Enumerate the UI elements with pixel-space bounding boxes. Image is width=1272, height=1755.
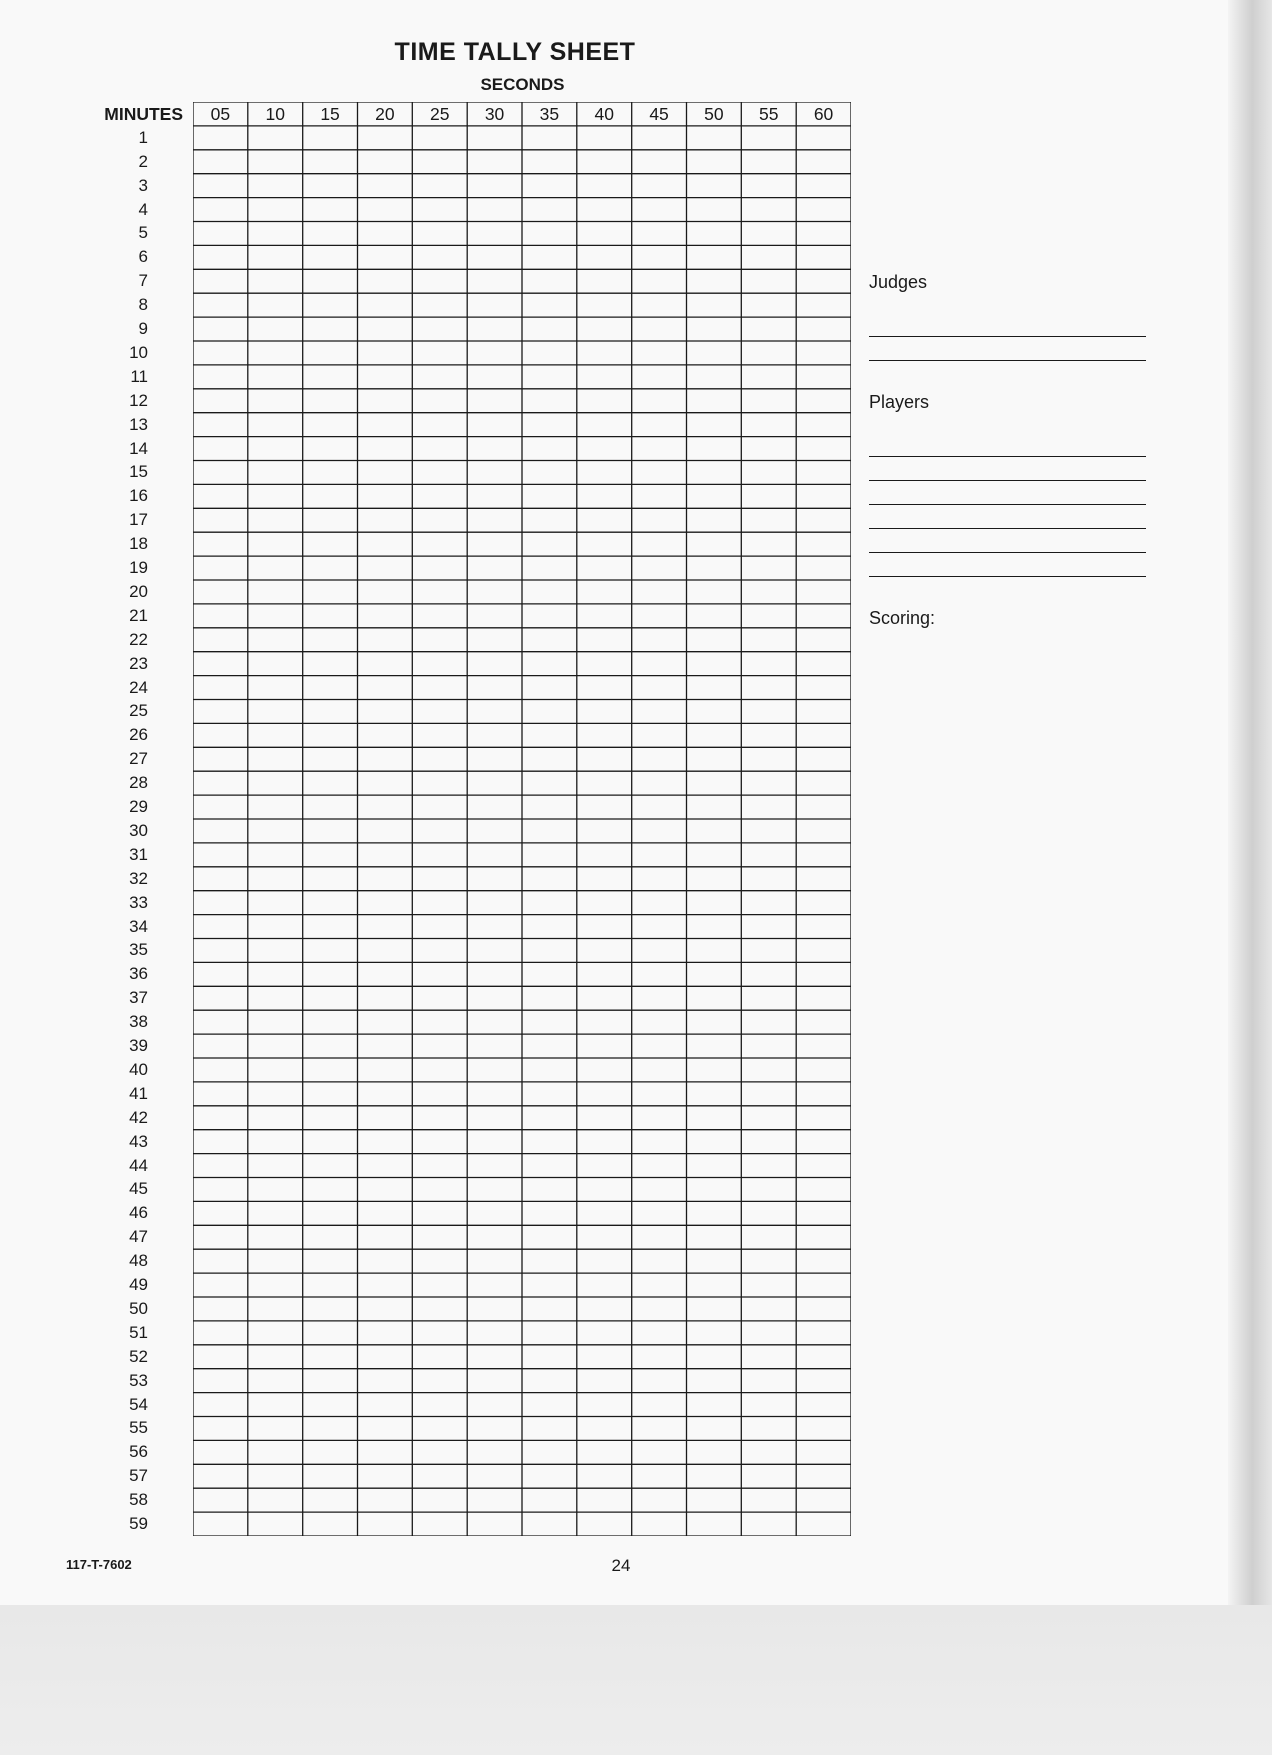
seconds-label: 30	[484, 104, 505, 124]
minute-label: 51	[129, 1322, 148, 1342]
players-line-2[interactable]	[869, 480, 1146, 481]
seconds-label: 50	[704, 104, 724, 124]
page-title: TIME TALLY SHEET	[394, 38, 636, 66]
minute-label: 9	[138, 319, 148, 339]
minute-label: 43	[129, 1131, 148, 1151]
binding-spine-shadow	[1228, 0, 1272, 1755]
minute-label: 8	[138, 295, 148, 315]
minute-label: 29	[129, 797, 148, 817]
minute-label: 16	[129, 486, 148, 506]
minute-label: 35	[129, 940, 148, 960]
minutes-heading: MINUTES	[104, 104, 183, 124]
minute-label: 45	[129, 1179, 148, 1199]
seconds-label: 55	[759, 104, 779, 124]
minute-label: 58	[129, 1490, 148, 1510]
minute-label: 21	[129, 605, 148, 625]
players-line-6[interactable]	[869, 576, 1146, 577]
minute-label: 3	[138, 175, 148, 195]
minute-label: 59	[129, 1514, 148, 1534]
minute-label: 17	[129, 510, 148, 530]
seconds-label: 20	[375, 104, 395, 124]
scanner-bed-margin	[0, 1605, 1272, 1755]
minute-label: 22	[129, 629, 148, 649]
minute-label: 49	[129, 1275, 148, 1295]
seconds-heading: SECONDS	[480, 75, 565, 94]
minute-label: 44	[129, 1155, 148, 1175]
minute-label: 14	[129, 438, 148, 458]
minute-label: 34	[129, 916, 148, 936]
minute-label: 1	[138, 127, 148, 147]
minute-label: 38	[129, 1012, 148, 1032]
minute-label: 11	[130, 366, 148, 386]
players-line-3[interactable]	[869, 504, 1146, 505]
minute-label: 13	[129, 414, 148, 434]
minute-label: 56	[129, 1442, 148, 1462]
minute-label: 27	[129, 749, 148, 769]
players-line-5[interactable]	[869, 552, 1146, 553]
seconds-label: 05	[210, 104, 231, 124]
judges-label: Judges	[869, 272, 928, 292]
seconds-label: 15	[320, 104, 340, 124]
players-label: Players	[869, 392, 930, 412]
minute-label: 23	[129, 653, 148, 673]
minute-label: 31	[129, 844, 148, 864]
seconds-label: 10	[265, 104, 285, 124]
minute-label: 25	[129, 701, 148, 721]
minute-label: 36	[129, 964, 148, 984]
minute-label: 24	[129, 677, 148, 697]
minute-label: 47	[129, 1227, 148, 1247]
tally-grid	[193, 102, 851, 1536]
minute-label: 6	[138, 247, 148, 267]
minute-label: 28	[129, 773, 148, 793]
minute-label: 32	[129, 868, 148, 888]
minute-label: 4	[138, 199, 148, 219]
minute-label: 50	[129, 1298, 148, 1318]
minute-label: 46	[129, 1203, 148, 1223]
seconds-label: 40	[594, 104, 614, 124]
minute-label: 15	[129, 462, 148, 482]
seconds-label: 60	[813, 104, 834, 124]
minute-label: 48	[129, 1251, 148, 1271]
minute-label: 2	[138, 151, 148, 171]
seconds-label: 45	[649, 104, 669, 124]
minute-label: 7	[138, 271, 148, 291]
minute-label: 18	[129, 534, 148, 554]
minute-label: 39	[129, 1036, 148, 1056]
minute-label: 52	[129, 1346, 148, 1366]
judges-line-2[interactable]	[869, 360, 1146, 361]
seconds-label: 35	[539, 104, 560, 124]
form-code: 117-T-7602	[66, 1557, 132, 1572]
players-line-1[interactable]	[869, 456, 1146, 457]
minute-label: 20	[129, 581, 148, 601]
judges-line-1[interactable]	[869, 336, 1146, 337]
minute-label: 12	[129, 390, 148, 410]
page-number: 24	[611, 1556, 631, 1575]
minute-label: 55	[129, 1418, 148, 1438]
minute-label: 40	[129, 1059, 148, 1079]
minute-label: 57	[129, 1466, 148, 1486]
minute-label: 30	[129, 820, 148, 840]
minute-label: 41	[129, 1083, 148, 1103]
minute-label: 53	[129, 1370, 148, 1390]
minute-label: 54	[129, 1394, 148, 1414]
minute-label: 5	[138, 223, 148, 243]
minute-label: 42	[129, 1107, 148, 1127]
minute-label: 37	[129, 988, 148, 1008]
seconds-label: 25	[430, 104, 450, 124]
minute-label: 26	[129, 725, 148, 745]
players-line-4[interactable]	[869, 528, 1146, 529]
minute-label: 10	[129, 342, 148, 362]
scoring-label: Scoring:	[869, 608, 936, 628]
minute-label: 33	[129, 892, 148, 912]
minute-label: 19	[129, 558, 148, 578]
